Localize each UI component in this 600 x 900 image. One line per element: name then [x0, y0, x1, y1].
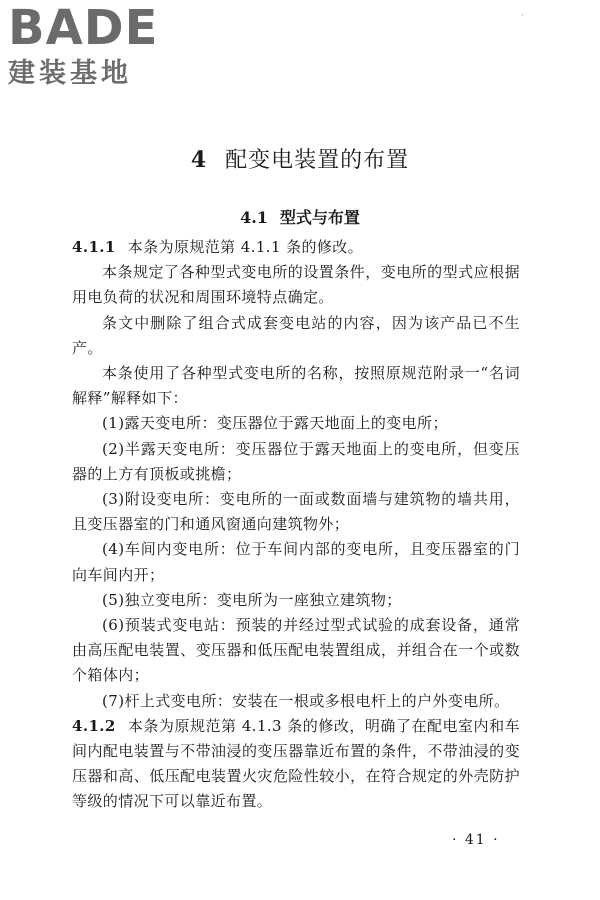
- clause-text: 本条为原规范第 4.1.3 条的修改，明确了在配电室内和车间内配电装置与不带油浸的变压器靠近布置的条件，不带油浸的变压器和高、低压配电装置火灾危险性较小，在符合规定的外壳防护等级的情况下可以靠近布置。: [72, 716, 520, 811]
- bade-logo: [8, 2, 176, 90]
- clause-number: 4.1.2: [72, 716, 116, 735]
- clause-text: 本条为原规范第 4.1.1 条的修改。: [127, 238, 364, 256]
- page-number: · 41 ·: [452, 832, 500, 848]
- list-item: (5)独立变电所：变电所为一座独立建筑物；: [102, 590, 402, 609]
- list-item: (1)露天变电所：变压器位于露天地面上的变电所；: [102, 414, 448, 433]
- clause-number: 4.1.1: [72, 238, 116, 256]
- section-title-text: 型式与布置: [279, 208, 360, 227]
- clause-4-1-2: [72, 714, 520, 815]
- clause-4-1-1: [72, 235, 520, 260]
- corner-mark: ˙: [520, 14, 525, 25]
- paragraph: 本条使用了各种型式变电所的名称，按照原规范附录一“名词解释”解释如下：: [72, 364, 520, 408]
- paragraph: 本条规定了各种型式变电所的设置条件，变电所的型式应根据用电负荷的状况和周围环境特点确定。: [72, 263, 520, 307]
- list-item: (4)车间内变电所：位于车间内部的变电所，且变压器室的门向车间内开；: [72, 540, 520, 584]
- logo-wordmark: BADE: [8, 0, 159, 56]
- list-item: (7)杆上式变电所：安装在一根或多根电杆上的户外变电所。: [102, 691, 510, 710]
- logo-subtitle: 建装基地: [8, 58, 132, 89]
- list-item: (6)预装式变电站：预装的并经过型式试验的成套设备，通常由高压配电装置、变压器和低压配电装置组成，并组合在一个或数个箱体内；: [72, 616, 520, 685]
- section-title: [0, 205, 600, 228]
- paragraph: 条文中删除了组合式成套变电站的内容，因为该产品已不生产。: [72, 313, 520, 357]
- chapter-title: [0, 143, 600, 174]
- section-number: 4.1: [240, 208, 268, 227]
- chapter-number: 4: [190, 147, 208, 173]
- list-item: (3)附设变电所：变电所的一面或数面墙与建筑物的墙共用，且变压器室的门和通风窗通向建筑物外；: [72, 490, 520, 534]
- chapter-title-text: 配变电装置的布置: [225, 148, 410, 173]
- body-text: [72, 235, 520, 815]
- list-item: (2)半露天变电所：变压器位于露天地面上的变电所，但变压器的上方有顶板或挑檐；: [72, 439, 520, 483]
